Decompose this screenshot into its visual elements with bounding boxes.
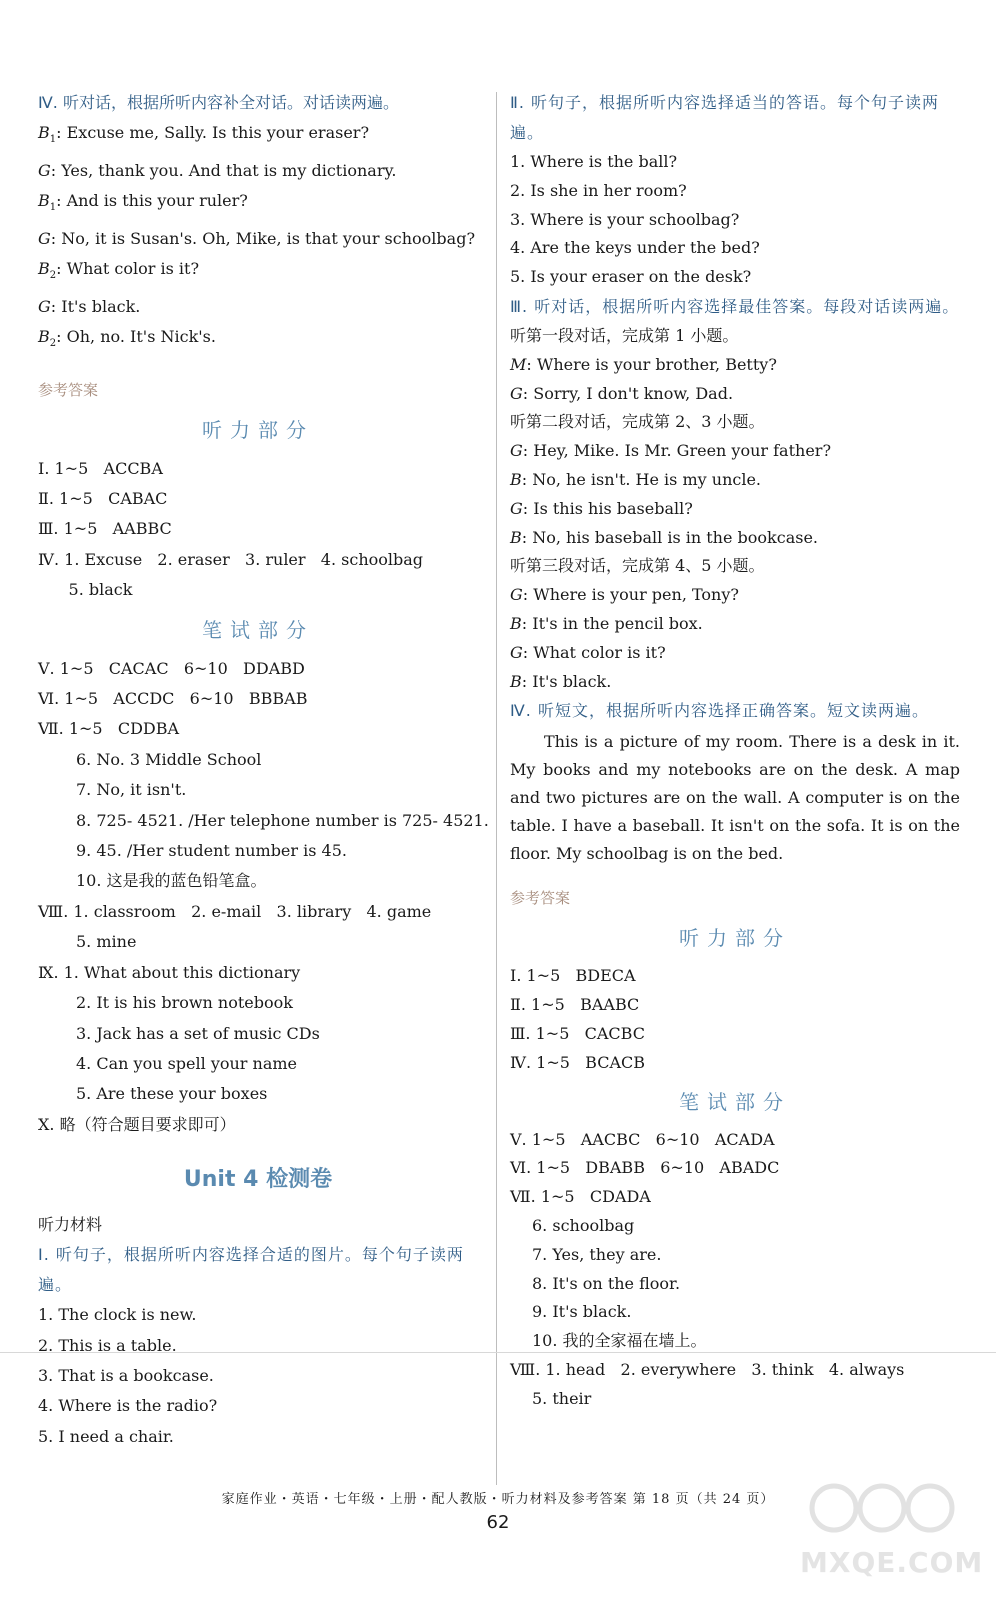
answer-line: Ⅲ. 1~5 AABBC [38, 519, 172, 539]
right-q3-heading: Ⅲ. 听对话，根据所听内容选择最佳答案。每段对话读两遍。 [510, 296, 960, 316]
question-item: 1. The clock is new. [38, 1305, 197, 1325]
left-q1-heading: Ⅰ. 听句子，根据所听内容选择合适的图片。每个句子读两遍。 [38, 1245, 464, 1295]
answer-line: 5. black [38, 580, 133, 600]
dialogue-text: : What color is it? [522, 642, 666, 662]
dialogue-cue: 听第一段对话，完成第 1 小题。 [510, 325, 739, 345]
speaker-label: B [38, 191, 50, 210]
answer-line: Ⅰ. 1~5 ACCBA [38, 458, 163, 478]
page-footer: 家庭作业・英语・七年级・上册・配人教版・听力材料及参考答案 第 18 页（共 24 页） [221, 1492, 775, 1507]
dialogue-line [510, 495, 960, 524]
answer-line: 10. 我的全家福在墙上。 [532, 1331, 707, 1351]
answer-line: 5. Are these your boxes [76, 1084, 268, 1104]
answer-line: 4. Can you spell your name [76, 1053, 298, 1073]
speaker-subscript: 2 [49, 338, 57, 350]
speaker-subscript: 2 [49, 270, 57, 282]
answer-line: Ⅳ. 1~5 BCACB [510, 1052, 646, 1072]
left-written-answers [38, 654, 489, 1141]
dialogue-line [510, 380, 960, 409]
right-listening-section-title: 听力部分 [679, 926, 791, 951]
answer-line: 9. 45. /Her student number is 45. [76, 841, 347, 861]
dialogue-cue: 听第三段对话，完成第 4、5 小题。 [510, 556, 765, 576]
speaker-label: M [510, 354, 527, 374]
dialogue-text: : Sorry, I don't know, Dad. [522, 383, 734, 403]
unit-4-title: Unit 4 检测卷 [183, 1167, 333, 1193]
left-q1-items [38, 1300, 478, 1452]
left-q4-heading: Ⅳ. 听对话，根据所听内容补全对话。对话读两遍。 [38, 93, 399, 112]
dialogue-line [38, 322, 478, 360]
dialogue-text: : No, it is Susan's. Oh, Mike, is that your schoolbag? [50, 228, 476, 248]
answer-line: Ⅶ. 1~5 CDDBA [38, 719, 180, 739]
dialogue-line [510, 437, 960, 466]
speaker-label: G [510, 441, 523, 461]
speaker-label: G [510, 383, 523, 403]
dialogue-line [510, 524, 960, 553]
dialogue-line [510, 639, 960, 668]
answer-line: Ⅴ. 1~5 AACBC 6~10 ACADA [510, 1129, 775, 1149]
watermark-url: MXQE.COM [800, 1546, 984, 1579]
left-listening-section-title: 听力部分 [202, 417, 314, 442]
right-q2-items [510, 148, 960, 292]
column-divider [496, 92, 497, 1485]
answer-line: 9. It's black. [532, 1302, 632, 1322]
question-item: 3. Where is your schoolbag? [510, 209, 740, 229]
answer-line: 5. mine [76, 932, 137, 952]
speaker-label: B [510, 613, 522, 633]
left-column [38, 88, 489, 1452]
answer-line: 6. No. 3 Middle School [76, 749, 262, 769]
left-written-section-title: 笔试部分 [202, 617, 314, 642]
answer-line: Ⅷ. 1. classroom 2. e-mail 3. library 4. game [38, 901, 432, 921]
question-item: 4. Are the keys under the bed? [510, 238, 760, 258]
dialogue-line [510, 466, 960, 495]
page-number: 62 [486, 1512, 510, 1533]
speaker-label: B [510, 527, 522, 547]
right-listening-answers [510, 962, 960, 1077]
right-passage: This is a picture of my room. There is a desk in it. My books and my notebooks are on the desk. A map and two pictures are on the wall. A computer is on the table. I have a baseball. It isn't on the sofa. It is on the floor. My schoolbag is on the bed. [510, 732, 960, 864]
question-item: 5. I need a chair. [38, 1426, 174, 1446]
answer-line: 5. their [532, 1388, 592, 1408]
question-item: 4. Where is the radio? [38, 1396, 218, 1416]
dialogue-line [38, 118, 478, 156]
dialogue-text: : Is this his baseball? [522, 498, 693, 518]
right-written-section-title: 笔试部分 [679, 1089, 791, 1114]
dialogue-text: : What color is it? [56, 259, 200, 278]
answer-line: Ⅷ. 1. head 2. everywhere 3. think 4. always [510, 1359, 905, 1379]
dialogue-line [38, 292, 478, 322]
dialogue-text: : No, he isn't. He is my uncle. [521, 469, 761, 489]
answer-line: 10. 这是我的蓝色铅笔盒。 [76, 871, 267, 891]
dialogue-text: : No, his baseball is in the bookcase. [521, 527, 819, 547]
dialogue-text: : Yes, thank you. And that is my dictionary. [50, 160, 397, 180]
left-listening-answers [38, 454, 478, 606]
dialogue-text: : Excuse me, Sally. Is this your eraser? [56, 123, 370, 142]
question-item: 5. Is your eraser on the desk? [510, 267, 752, 287]
answer-line: Ⅱ. 1~5 CABAC [38, 489, 168, 508]
dialogue-line [510, 668, 960, 697]
answer-line: 6. schoolbag [532, 1215, 635, 1235]
answer-line: Ⅳ. 1. Excuse 2. eraser 3. ruler 4. schoolbag [38, 549, 424, 569]
speaker-label: B [38, 327, 50, 346]
listening-material-label: 听力材料 [38, 1215, 103, 1235]
right-reference-answer-label: 参考答案 [510, 889, 571, 908]
speaker-label: B [510, 671, 522, 691]
right-column [510, 88, 960, 1414]
dialogue-line [510, 351, 960, 380]
dialogue-text: : Oh, no. It's Nick's. [56, 327, 216, 346]
answer-line: Ⅱ. 1~5 BAABC [510, 995, 640, 1015]
right-q4-heading: Ⅳ. 听短文，根据所听内容选择正确答案。短文读两遍。 [510, 701, 929, 721]
speaker-label: G [510, 642, 523, 662]
speaker-label: G [510, 498, 523, 518]
question-item: 2. This is a table. [38, 1335, 177, 1355]
dialogue-text: : And is this your ruler? [56, 191, 248, 210]
speaker-label: G [38, 296, 51, 316]
answer-line: Ⅵ. 1~5 DBABB 6~10 ABADC [510, 1158, 780, 1178]
dialogue-line [38, 254, 478, 292]
answer-line: 7. Yes, they are. [532, 1244, 662, 1264]
answer-line: Ⅶ. 1~5 CDADA [510, 1187, 651, 1207]
right-q3-dialogues [510, 322, 960, 696]
question-item: 3. That is a bookcase. [38, 1365, 214, 1385]
answer-line: Ⅰ. 1~5 BDECA [510, 966, 636, 986]
speaker-subscript: 1 [49, 202, 57, 214]
answer-line: Ⅴ. 1~5 CACAC 6~10 DDABD [38, 658, 305, 678]
answer-line: Ⅲ. 1~5 CACBC [510, 1023, 645, 1043]
speaker-label: B [38, 123, 50, 142]
dialogue-text: : Where is your brother, Betty? [526, 354, 777, 374]
right-q2-heading: Ⅱ. 听句子，根据所听内容选择适当的答语。每个句子读两遍。 [510, 93, 940, 142]
question-item: 1. Where is the ball? [510, 152, 678, 171]
speaker-label: B [38, 259, 50, 278]
speaker-label: G [510, 585, 523, 605]
left-dialogue [38, 118, 478, 360]
dialogue-line [38, 156, 478, 186]
dialogue-text: : It's black. [50, 296, 141, 316]
dialogue-text: : It's black. [521, 671, 612, 691]
answer-line: Ⅹ. 略（符合题目要求即可） [38, 1114, 236, 1134]
dialogue-text: : Hey, Mike. Is Mr. Green your father? [522, 441, 832, 461]
answer-line: 8. 725- 4521. /Her telephone number is 725- 4521. [76, 810, 489, 830]
answer-line: 3. Jack has a set of music CDs [76, 1023, 320, 1043]
dialogue-text: : Where is your pen, Tony? [522, 585, 739, 605]
question-item: 2. Is she in her room? [510, 180, 687, 200]
dialogue-line [510, 581, 960, 610]
speaker-label: B [510, 469, 522, 489]
dialogue-line [510, 610, 960, 639]
speaker-label: G [38, 160, 51, 180]
dialogue-text: : It's in the pencil box. [521, 613, 703, 633]
dialogue-line [38, 186, 478, 224]
answer-line: 8. It's on the floor. [532, 1273, 681, 1293]
speaker-label: G [38, 228, 51, 248]
speaker-subscript: 1 [49, 134, 57, 146]
left-reference-answer-label: 参考答案 [38, 380, 99, 399]
watermark-logo-icon [808, 1476, 956, 1540]
answer-line: 7. No, it isn't. [76, 780, 187, 800]
dialogue-line [38, 224, 478, 254]
answer-line: Ⅸ. 1. What about this dictionary [38, 962, 301, 982]
answer-line: Ⅵ. 1~5 ACCDC 6~10 BBBAB [38, 689, 308, 709]
answer-line: 2. It is his brown notebook [76, 993, 293, 1013]
right-written-answers [510, 1126, 960, 1414]
dialogue-cue: 听第二段对话，完成第 2、3 小题。 [510, 412, 765, 432]
